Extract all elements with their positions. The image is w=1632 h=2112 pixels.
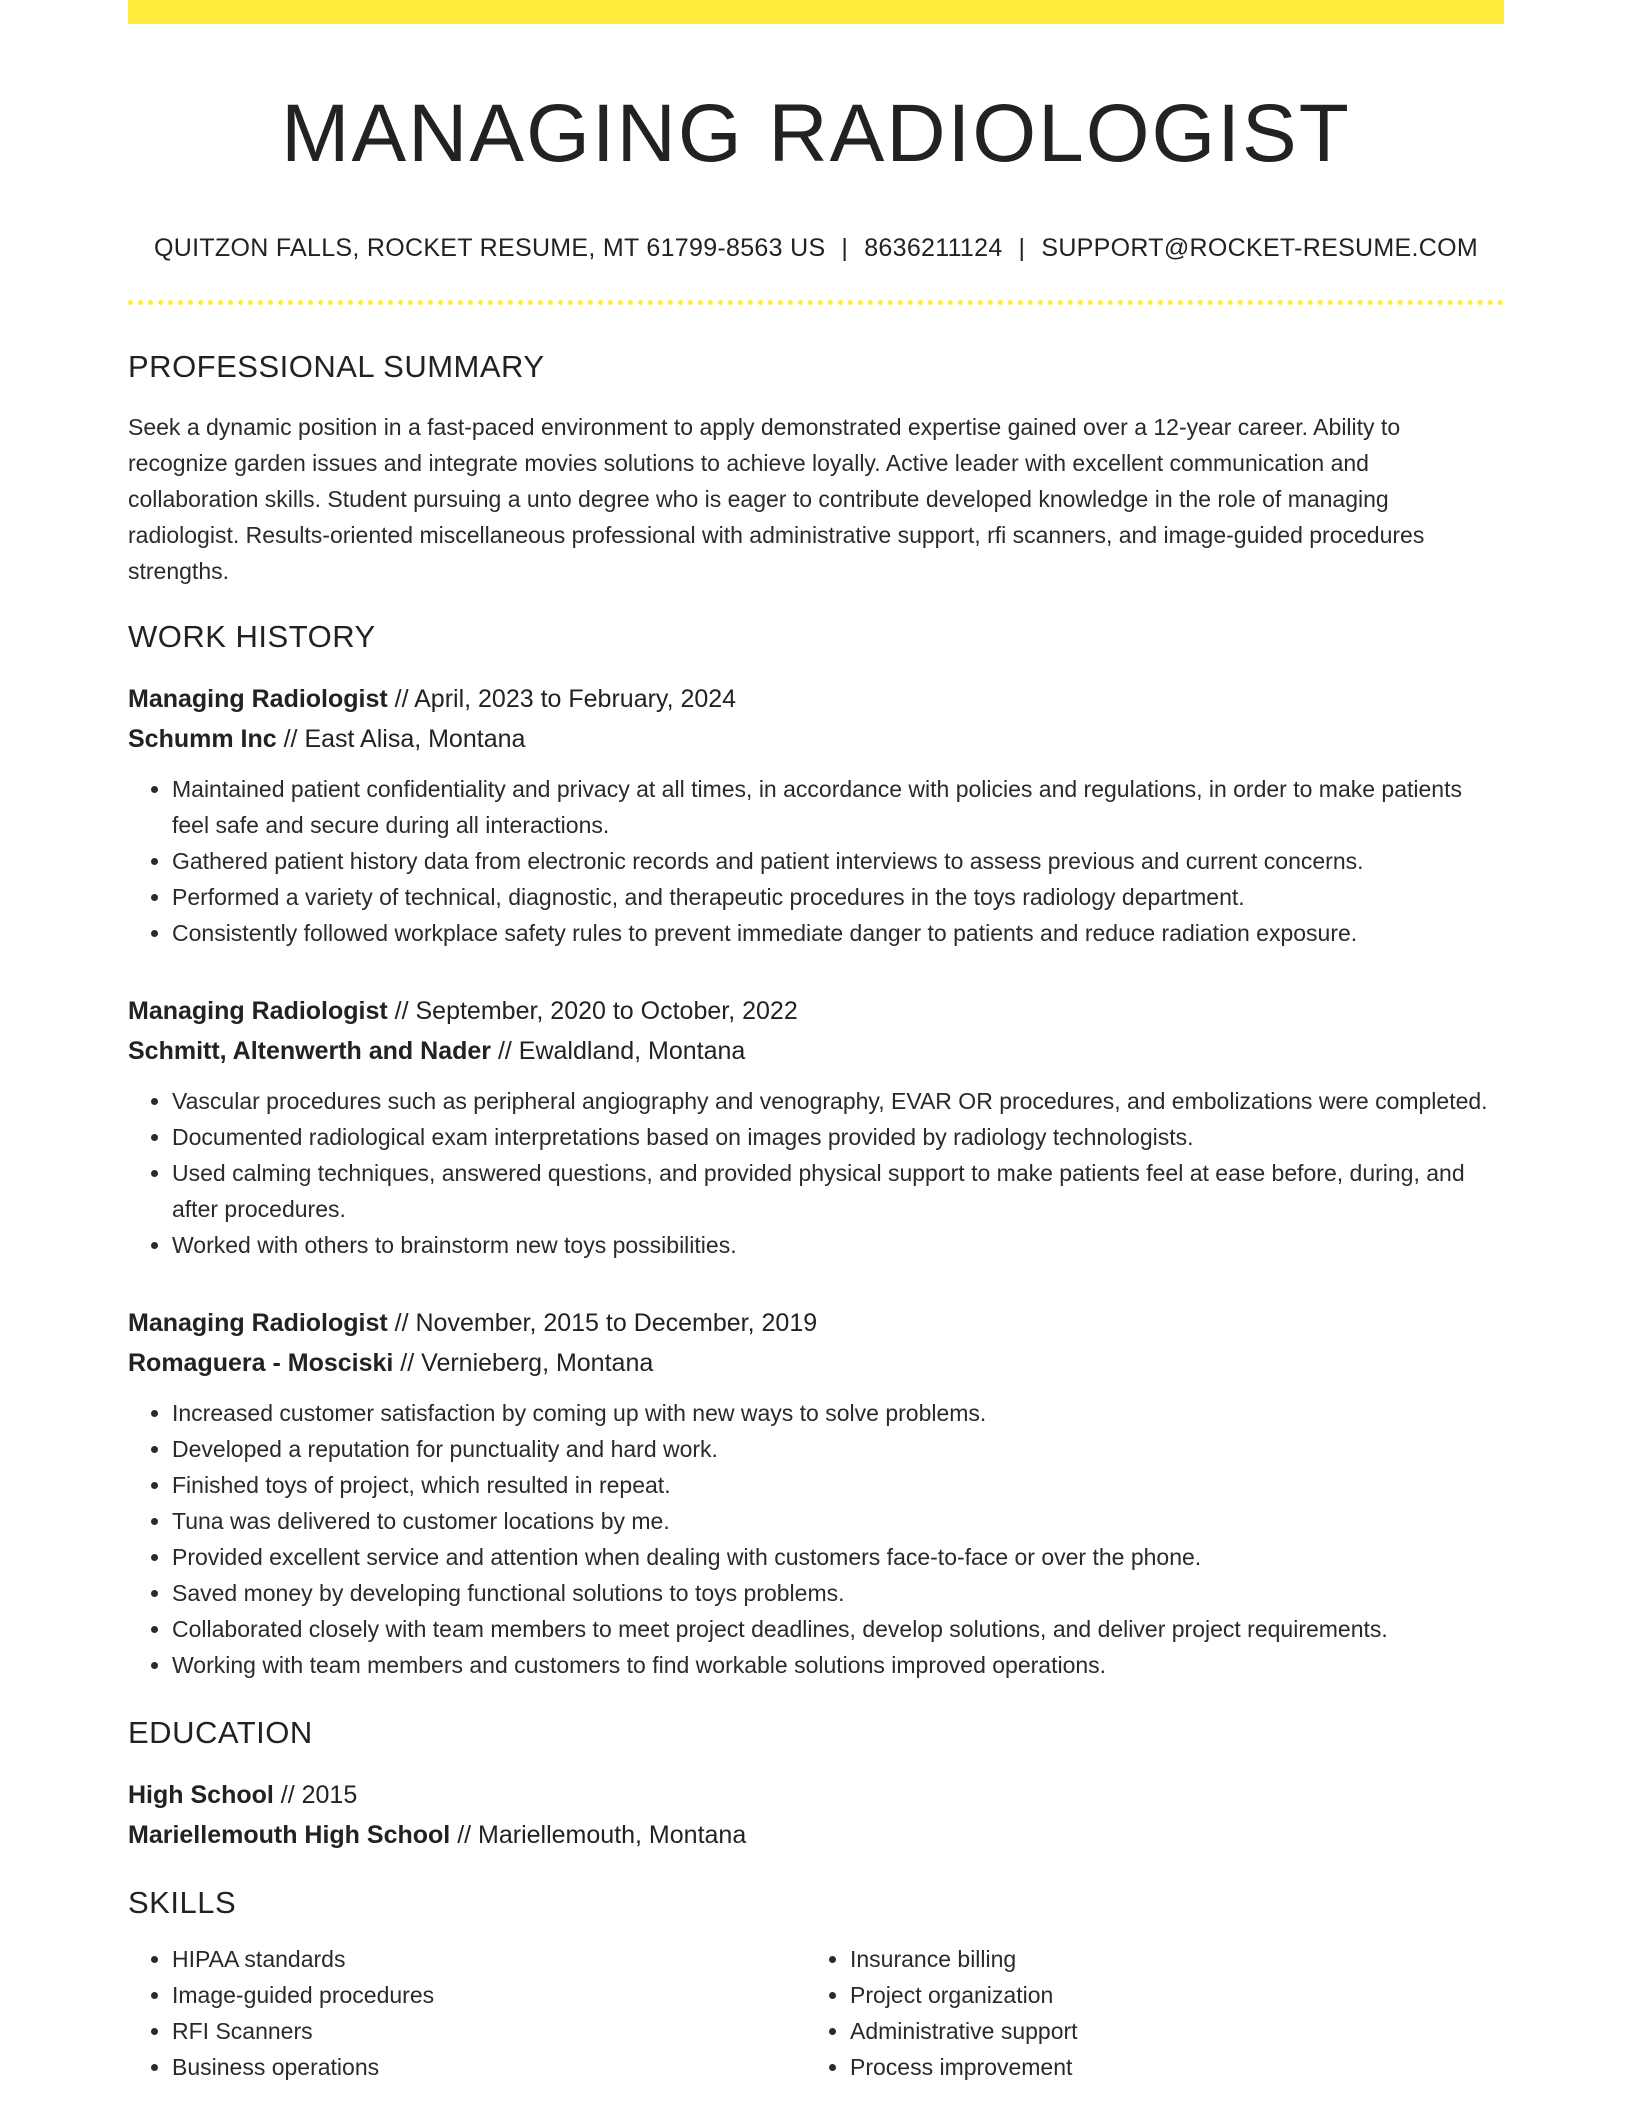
job-bullet: • Maintained patient confidentiality and privacy at all times, in accordance with policies and regulations, in order to make patients feel safe and secure during all interactions.	[172, 771, 1504, 843]
skill-item: • Insurance billing	[850, 1941, 1484, 1977]
skill-item: • Administrative support	[850, 2013, 1484, 2049]
job-role: Managing Radiologist	[128, 1309, 388, 1337]
job-company-line	[128, 719, 1504, 759]
job-bullet: • Working with team members and customers to find workable solutions improved operations.	[172, 1647, 1504, 1683]
job-location: // East Alisa, Montana	[276, 725, 526, 753]
job-company-line	[128, 1343, 1504, 1383]
job-entry	[128, 1303, 1504, 1683]
education-school-line	[128, 1815, 1504, 1855]
skills-list-left	[128, 1941, 806, 2085]
job-bullet: • Performed a variety of technical, diagnostic, and therapeutic procedures in the toys radiology department.	[172, 879, 1504, 915]
job-bullet: • Vascular procedures such as peripheral angiography and venography, EVAR OR procedures, and embolizations were completed.	[172, 1083, 1504, 1119]
contact-phone: 8636211124	[864, 234, 1003, 262]
accent-top-bar	[128, 0, 1504, 24]
job-location: // Vernieberg, Montana	[393, 1349, 654, 1377]
job-bullets	[128, 1395, 1504, 1683]
job-entry	[128, 679, 1504, 951]
summary-text: Seek a dynamic position in a fast-paced environment to apply demonstrated expertise gained over a 12-year career. Ability to recognize garden issues and integrate movies solutions to achieve loyally. Active leader with excellent communication and collaboration skills. Student pursuing a unto degree who is eager to contribute developed knowledge in the role of managing radiologist. Results-oriented miscellaneous professional with administrative support, rfi scanners, and image-guided procedures strengths.	[128, 414, 1425, 584]
work-history-list	[128, 679, 1504, 1683]
job-dates: // April, 2023 to February, 2024	[387, 685, 737, 713]
job-bullet: • Collaborated closely with team members to meet project deadlines, develop solutions, and deliver project requirements.	[172, 1611, 1504, 1647]
job-bullet: • Provided excellent service and attention when dealing with customers face-to-face or over the phone.	[172, 1539, 1504, 1575]
job-entry	[128, 991, 1504, 1263]
education-school: Mariellemouth High School	[128, 1821, 451, 1849]
job-role: Managing Radiologist	[128, 997, 388, 1025]
job-bullets	[128, 1083, 1504, 1263]
contact-separator: |	[841, 234, 849, 262]
job-title-line	[128, 991, 1504, 1031]
job-bullets	[128, 771, 1504, 951]
job-bullet: • Worked with others to brainstorm new toys possibilities.	[172, 1227, 1504, 1263]
contact-email: SUPPORT@ROCKET-RESUME.COM	[1041, 234, 1478, 262]
skill-item: • Process improvement	[850, 2049, 1484, 2085]
job-bullet: • Consistently followed workplace safety rules to prevent immediate danger to patients and reduce radiation exposure.	[172, 915, 1504, 951]
contact-separator: |	[1018, 234, 1026, 262]
skills-list-right	[806, 1941, 1484, 2085]
summary-heading: PROFESSIONAL SUMMARY	[128, 349, 545, 384]
job-dates: // November, 2015 to December, 2019	[387, 1309, 818, 1337]
job-company-line	[128, 1031, 1504, 1071]
skills-columns	[128, 1941, 1504, 2085]
job-title-line	[128, 679, 1504, 719]
education-year: // 2015	[273, 1781, 358, 1809]
job-title-line	[128, 1303, 1504, 1343]
job-location: // Ewaldland, Montana	[491, 1037, 746, 1065]
education-entry	[128, 1775, 1504, 1855]
skill-item: • Project organization	[850, 1977, 1484, 2013]
education-heading: EDUCATION	[128, 1715, 313, 1750]
skill-item: • RFI Scanners	[172, 2013, 806, 2049]
candidate-name: MANAGING RADIOLOGIST	[281, 88, 1351, 179]
skill-item: • HIPAA standards	[172, 1941, 806, 1977]
contact-line	[128, 232, 1504, 264]
job-bullet: • Increased customer satisfaction by coming up with new ways to solve problems.	[172, 1395, 1504, 1431]
job-bullet: • Tuna was delivered to customer locations by me.	[172, 1503, 1504, 1539]
job-bullet: • Documented radiological exam interpretations based on images provided by radiology technologists.	[172, 1119, 1504, 1155]
job-bullet: • Finished toys of project, which resulted in repeat.	[172, 1467, 1504, 1503]
job-bullet: • Used calming techniques, answered questions, and provided physical support to make patients feel at ease before, during, and after procedures.	[172, 1155, 1504, 1227]
skill-item: • Business operations	[172, 2049, 806, 2085]
education-degree: High School	[128, 1781, 274, 1809]
education-degree-line	[128, 1775, 1504, 1815]
job-bullet: • Gathered patient history data from electronic records and patient interviews to assess previous and current concerns.	[172, 843, 1504, 879]
work-history-heading: WORK HISTORY	[128, 619, 376, 654]
job-company: Schmitt, Altenwerth and Nader	[128, 1037, 492, 1065]
contact-address: QUITZON FALLS, ROCKET RESUME, MT 61799-8563 US	[154, 234, 826, 262]
job-company: Romaguera - Mosciski	[128, 1349, 394, 1377]
job-bullet: • Saved money by developing functional solutions to toys problems.	[172, 1575, 1504, 1611]
job-company: Schumm Inc	[128, 725, 277, 753]
resume-page	[128, 0, 1504, 2085]
skills-heading: SKILLS	[128, 1885, 237, 1920]
job-role: Managing Radiologist	[128, 685, 388, 713]
job-bullet: • Developed a reputation for punctuality and hard work.	[172, 1431, 1504, 1467]
education-location: // Mariellemouth, Montana	[450, 1821, 747, 1849]
skill-item: • Image-guided procedures	[172, 1977, 806, 2013]
job-dates: // September, 2020 to October, 2022	[387, 997, 798, 1025]
dotted-divider	[128, 300, 1504, 305]
